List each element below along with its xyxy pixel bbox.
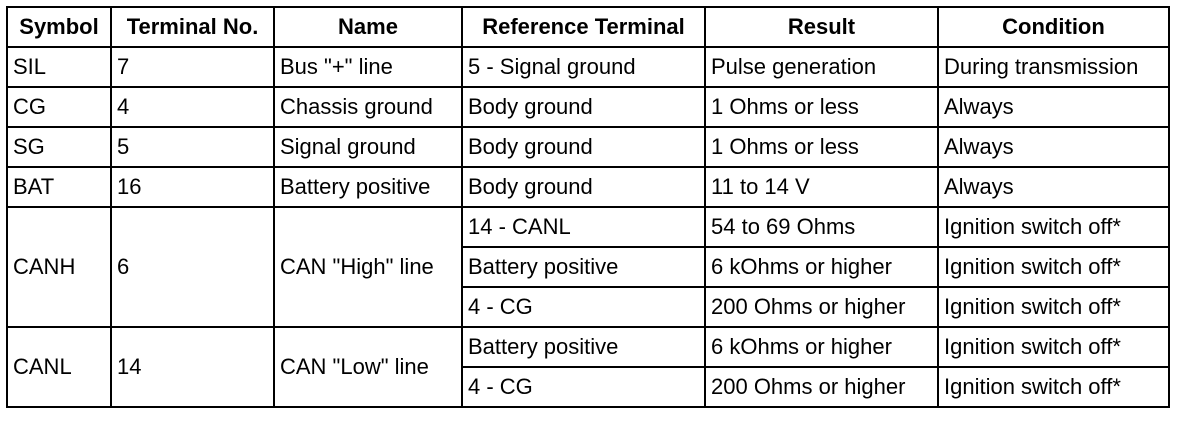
cell-terminal-no: 4 bbox=[111, 87, 274, 127]
header-terminal-no: Terminal No. bbox=[111, 7, 274, 47]
cell-name: CAN "High" line bbox=[274, 207, 462, 327]
header-symbol: Symbol bbox=[7, 7, 111, 47]
terminal-spec-table bbox=[6, 6, 1170, 408]
header-row bbox=[7, 7, 1169, 47]
table-row bbox=[7, 127, 1169, 167]
cell-reference-terminal: Battery positive bbox=[462, 327, 705, 367]
cell-condition: During transmission bbox=[938, 47, 1169, 87]
table-row bbox=[7, 47, 1169, 87]
cell-terminal-no: 16 bbox=[111, 167, 274, 207]
cell-result: 1 Ohms or less bbox=[705, 87, 938, 127]
cell-condition: Always bbox=[938, 87, 1169, 127]
header-condition: Condition bbox=[938, 7, 1169, 47]
cell-symbol: SIL bbox=[7, 47, 111, 87]
cell-result: 200 Ohms or higher bbox=[705, 367, 938, 407]
table-row bbox=[7, 327, 1169, 367]
cell-reference-terminal: 5 - Signal ground bbox=[462, 47, 705, 87]
cell-terminal-no: 7 bbox=[111, 47, 274, 87]
cell-result: 6 kOhms or higher bbox=[705, 327, 938, 367]
cell-result: 11 to 14 V bbox=[705, 167, 938, 207]
cell-terminal-no: 5 bbox=[111, 127, 274, 167]
cell-result: 54 to 69 Ohms bbox=[705, 207, 938, 247]
cell-name: Chassis ground bbox=[274, 87, 462, 127]
table-row bbox=[7, 167, 1169, 207]
cell-reference-terminal: 14 - CANL bbox=[462, 207, 705, 247]
cell-reference-terminal: 4 - CG bbox=[462, 367, 705, 407]
header-reference-terminal: Reference Terminal bbox=[462, 7, 705, 47]
cell-symbol: CANL bbox=[7, 327, 111, 407]
cell-terminal-no: 14 bbox=[111, 327, 274, 407]
table-row bbox=[7, 207, 1169, 247]
header-name: Name bbox=[274, 7, 462, 47]
cell-reference-terminal: Body ground bbox=[462, 87, 705, 127]
cell-reference-terminal: Body ground bbox=[462, 127, 705, 167]
cell-condition: Ignition switch off* bbox=[938, 327, 1169, 367]
cell-symbol: SG bbox=[7, 127, 111, 167]
cell-name: Battery positive bbox=[274, 167, 462, 207]
cell-symbol: CG bbox=[7, 87, 111, 127]
cell-result: 1 Ohms or less bbox=[705, 127, 938, 167]
cell-name: Bus "+" line bbox=[274, 47, 462, 87]
cell-result: 6 kOhms or higher bbox=[705, 247, 938, 287]
cell-symbol: BAT bbox=[7, 167, 111, 207]
cell-condition: Always bbox=[938, 127, 1169, 167]
cell-reference-terminal: Battery positive bbox=[462, 247, 705, 287]
cell-condition: Ignition switch off* bbox=[938, 367, 1169, 407]
cell-symbol: CANH bbox=[7, 207, 111, 327]
cell-name: CAN "Low" line bbox=[274, 327, 462, 407]
table-row bbox=[7, 87, 1169, 127]
cell-condition: Ignition switch off* bbox=[938, 207, 1169, 247]
cell-terminal-no: 6 bbox=[111, 207, 274, 327]
cell-reference-terminal: Body ground bbox=[462, 167, 705, 207]
cell-condition: Always bbox=[938, 167, 1169, 207]
cell-result: Pulse generation bbox=[705, 47, 938, 87]
cell-reference-terminal: 4 - CG bbox=[462, 287, 705, 327]
cell-condition: Ignition switch off* bbox=[938, 247, 1169, 287]
cell-name: Signal ground bbox=[274, 127, 462, 167]
cell-condition: Ignition switch off* bbox=[938, 287, 1169, 327]
header-result: Result bbox=[705, 7, 938, 47]
cell-result: 200 Ohms or higher bbox=[705, 287, 938, 327]
